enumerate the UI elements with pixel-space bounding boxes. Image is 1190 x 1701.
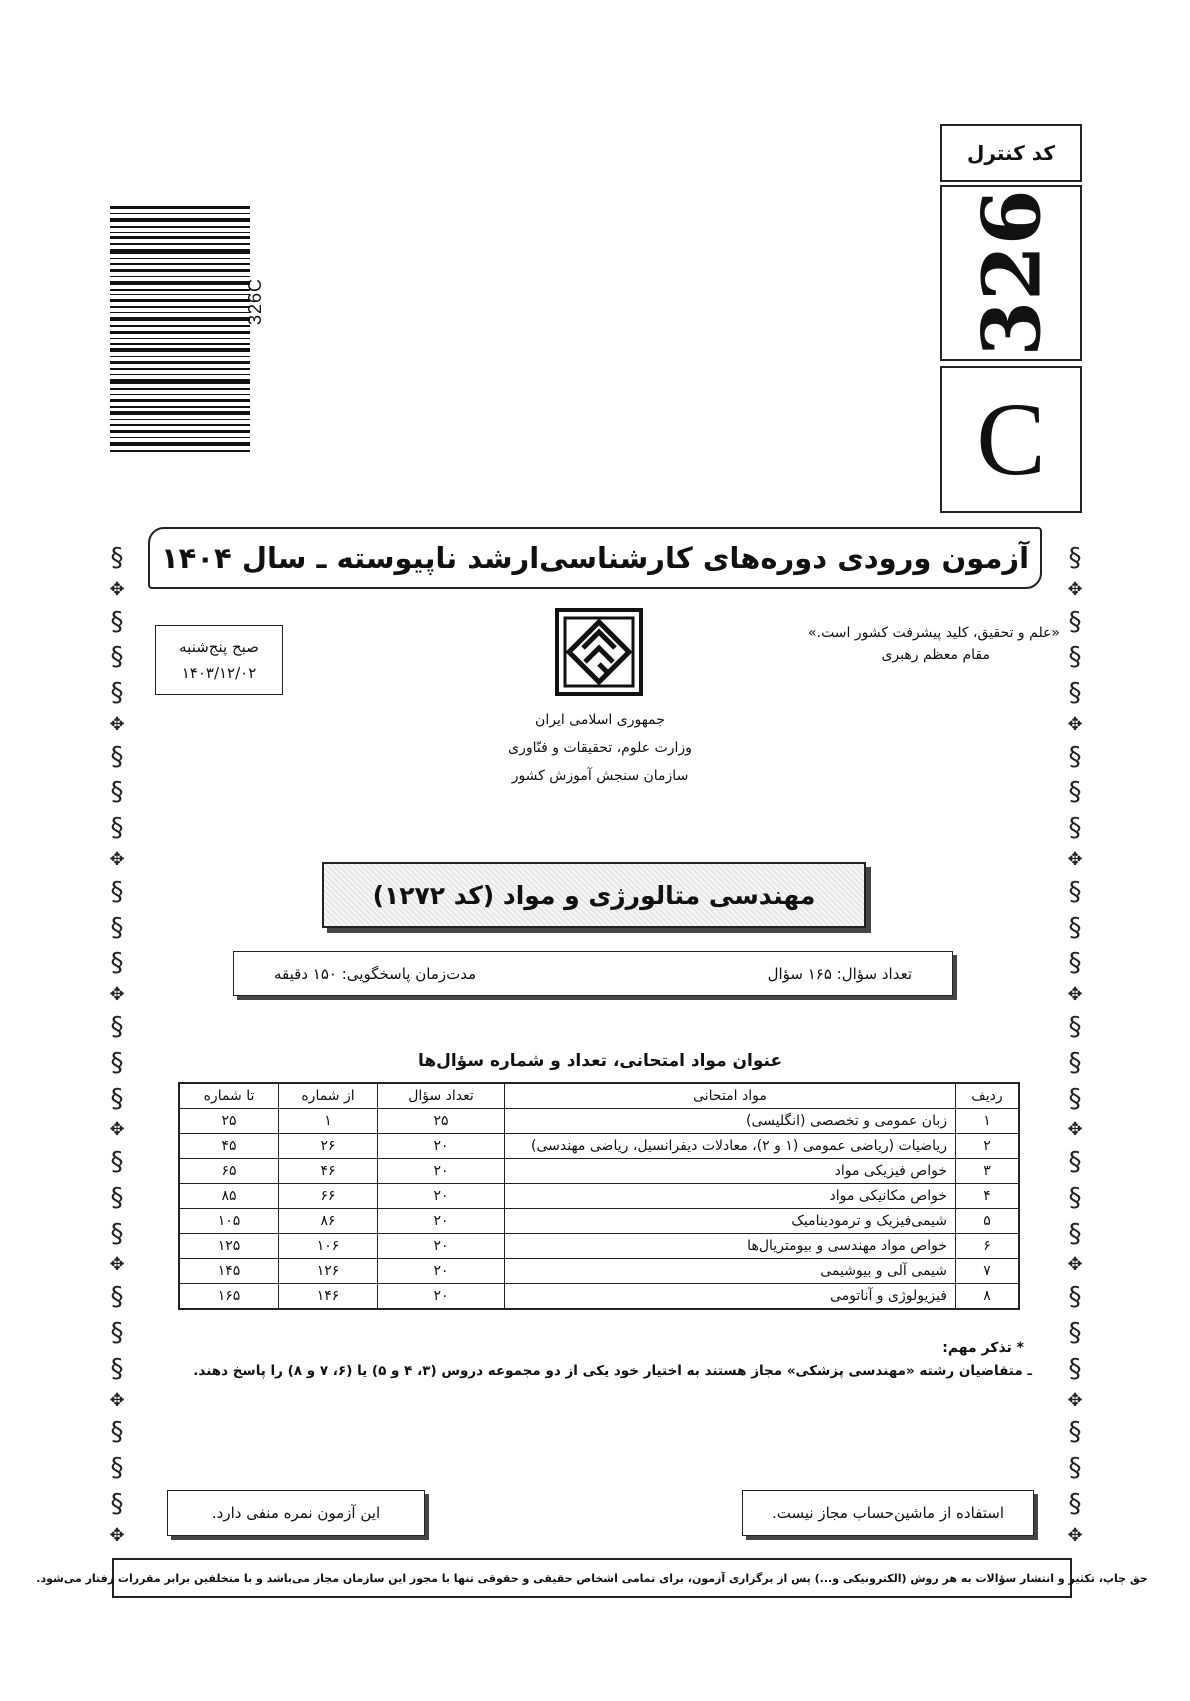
left-ornament-border: § ✥ § § § ✥ § § § ✥ § § § ✥ § § § ✥ § § § ✥ § § § ✥ § § § ✥	[109, 543, 125, 1546]
to-number: ۲۵	[179, 1109, 279, 1134]
subject-name: فیزیولوژی و آناتومی	[505, 1284, 956, 1310]
subject-name: خواص مواد مهندسی و بیومتریال‌ها	[505, 1234, 956, 1259]
table-row	[179, 1259, 1019, 1284]
subjects-table-title: عنوان مواد امتحانی، تعداد و شماره سؤال‌ها	[417, 1051, 783, 1071]
table-header-row	[179, 1083, 1019, 1109]
from-number: ۶۶	[279, 1184, 378, 1209]
column-header: ردیف	[956, 1083, 1020, 1109]
exam-title-banner: آزمون ورودی دوره‌های کارشناسی‌ارشد ناپیوسته ـ سال ۱۴۰۴	[148, 527, 1042, 589]
to-number: ۱۴۵	[179, 1259, 279, 1284]
table-row	[179, 1159, 1019, 1184]
question-count-cell: ۲۰	[378, 1184, 505, 1209]
table-row	[179, 1284, 1019, 1310]
from-number: ۱	[279, 1109, 378, 1134]
row-number: ۶	[956, 1234, 1020, 1259]
right-ornament-border: § ✥ § § § ✥ § § § ✥ § § § ✥ § § § ✥ § § § ✥ § § § ✥ § § § ✥	[1067, 543, 1083, 1546]
table-row	[179, 1109, 1019, 1134]
subject-name: ریاضیات (ریاضی عمومی (۱ و ۲)، معادلات دیفرانسیل، ریاضی مهندسی)	[505, 1134, 956, 1159]
row-number: ۷	[956, 1259, 1020, 1284]
table-row	[179, 1134, 1019, 1159]
to-number: ۱۲۵	[179, 1234, 279, 1259]
copyright-notice: حق چاپ، تکثیر و انتشار سؤالات به هر روش (الکترونیکی و...) پس از برگزاری آزمون، برای تمامی اشخاص حقیقی و حقوقی تنها با مجوز این سازمان مجاز می‌باشد و با متخلفین برابر مقررات رفتار می‌شود.	[112, 1558, 1072, 1598]
question-count-cell: ۲۰	[378, 1284, 505, 1310]
question-count-cell: ۲۰	[378, 1209, 505, 1234]
subject-name: شیمی آلی و بیوشیمی	[505, 1259, 956, 1284]
question-count: تعداد سؤال: ۱۶۵ سؤال	[767, 964, 912, 983]
column-header: از شماره	[279, 1083, 378, 1109]
exam-meta-box	[233, 951, 953, 996]
control-code-label: کد کنترل	[940, 124, 1082, 182]
row-number: ۴	[956, 1184, 1020, 1209]
to-number: ۴۵	[179, 1134, 279, 1159]
from-number: ۸۶	[279, 1209, 378, 1234]
subject-name: زبان عمومی و تخصصی (انگلیسی)	[505, 1109, 956, 1134]
negative-marking-notice: این آزمون نمره منفی دارد.	[167, 1490, 425, 1536]
row-number: ۳	[956, 1159, 1020, 1184]
column-header: مواد امتحانی	[505, 1083, 956, 1109]
question-count-cell: ۲۰	[378, 1234, 505, 1259]
from-number: ۱۲۶	[279, 1259, 378, 1284]
row-number: ۵	[956, 1209, 1020, 1234]
subject-name: شیمی‌فیزیک و ترمودینامیک	[505, 1209, 956, 1234]
subject-name: خواص فیزیکی مواد	[505, 1159, 956, 1184]
control-code-number: 326	[940, 185, 1082, 361]
organization-logo-icon	[555, 608, 643, 696]
from-number: ۱۰۶	[279, 1234, 378, 1259]
column-header: تا شماره	[179, 1083, 279, 1109]
exam-subject: مهندسی متالورژی و مواد (کد ۱۲۷۲)	[322, 862, 866, 928]
question-count-cell: ۲۵	[378, 1109, 505, 1134]
exam-date: ۱۴۰۳/۱۲/۰۲	[181, 664, 257, 682]
exam-session: صبح پنج‌شنبه	[179, 638, 259, 656]
to-number: ۶۵	[179, 1159, 279, 1184]
from-number: ۱۴۶	[279, 1284, 378, 1310]
row-number: ۲	[956, 1134, 1020, 1159]
table-row	[179, 1209, 1019, 1234]
question-count-cell: ۲۰	[378, 1134, 505, 1159]
question-count-cell: ۲۰	[378, 1159, 505, 1184]
ministry-line-1: جمهوری اسلامی ایران	[535, 712, 665, 728]
to-number: ۱۰۵	[179, 1209, 279, 1234]
important-note-heading: * تذکر مهم:	[942, 1340, 1024, 1356]
ministry-block	[435, 706, 765, 790]
table-row	[179, 1184, 1019, 1209]
to-number: ۸۵	[179, 1184, 279, 1209]
from-number: ۴۶	[279, 1159, 378, 1184]
exam-date-box	[155, 625, 283, 695]
table-row	[179, 1234, 1019, 1259]
subject-name: خواص مکانیکی مواد	[505, 1184, 956, 1209]
control-code-letter: C	[940, 366, 1082, 513]
calculator-notice: استفاده از ماشین‌حساب مجاز نیست.	[742, 1490, 1034, 1536]
ministry-line-2: وزارت علوم، تحقیقات و فنّاوری	[508, 740, 692, 756]
from-number: ۲۶	[279, 1134, 378, 1159]
ministry-line-3: سازمان سنجش آموزش کشور	[511, 768, 689, 784]
to-number: ۱۶۵	[179, 1284, 279, 1310]
question-count-cell: ۲۰	[378, 1259, 505, 1284]
quote-text: «علم و تحقیق، کلید پیشرفت کشور است.»	[808, 625, 1060, 641]
quote-source: مقام معظم رهبری	[881, 647, 990, 663]
row-number: ۸	[956, 1284, 1020, 1310]
barcode	[110, 206, 250, 452]
exam-duration: مدت‌زمان پاسخگویی: ۱۵۰ دقیقه	[274, 964, 477, 983]
barcode-text: 326C	[245, 277, 265, 325]
quote-block	[708, 622, 1060, 666]
row-number: ۱	[956, 1109, 1020, 1134]
important-note-text: ـ متقاضیان رشته «مهندسی پزشکی» مجاز هستند به اختیار خود یکی از دو مجموعه دروس (۳، ۴ و ۵) یا (۶، ۷ و ۸) را پاسخ دهند.	[193, 1363, 1032, 1379]
column-header: تعداد سؤال	[378, 1083, 505, 1109]
subjects-table	[178, 1082, 1020, 1310]
